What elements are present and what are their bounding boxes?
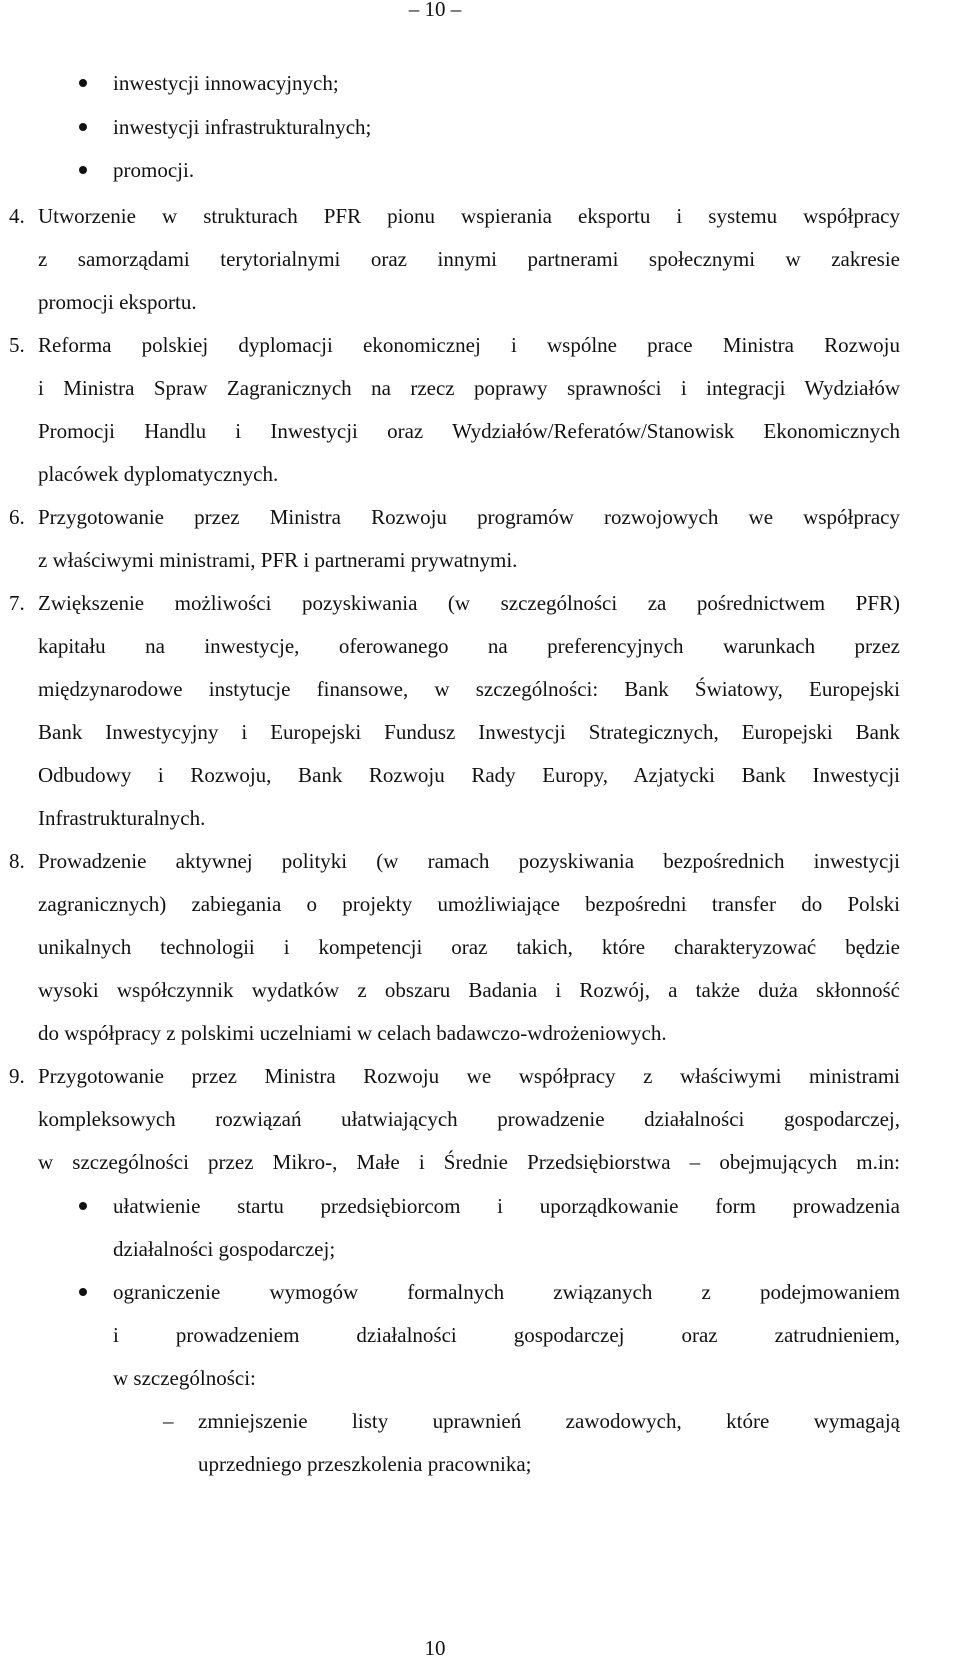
bullet-icon [79,1288,87,1296]
paragraph-line: międzynarodowe instytucje finansowe, w szczególności: Bank Światowy, Europejski [38,677,900,701]
sub-bullet-line: ułatwienie startu przedsiębiorcom i uporządkowanie form prowadzenia [113,1194,900,1218]
item-number: 7. [9,591,25,615]
bullet-icon [79,1202,87,1210]
paragraph-line: Prowadzenie aktywnej polityki (w ramach pozyskiwania bezpośrednich inwestycji [38,849,900,873]
list-item: inwestycji innowacyjnych; [113,71,339,95]
paragraph-line: Reforma polskiej dyplomacji ekonomicznej i wspólne prace Ministra Rozwoju [38,333,900,357]
dash-item-line: uprzedniego przeszkolenia pracownika; [198,1452,532,1476]
sub-bullet-line: działalności gospodarczej; [113,1237,336,1261]
paragraph-line: Promocji Handlu i Inwestycji oraz Wydziałów/Referatów/Stanowisk Ekonomicznych [38,419,900,443]
paragraph-line: Zwiększenie możliwości pozyskiwania (w szczególności za pośrednictwem PFR) [38,591,900,615]
sub-bullet-line: ograniczenie wymogów formalnych związanych z podejmowaniem [113,1280,900,1304]
dash-marker: – [163,1409,174,1433]
paragraph-line: Bank Inwestycyjny i Europejski Fundusz Inwestycji Strategicznych, Europejski Bank [38,720,900,744]
paragraph-line: z samorządami terytorialnymi oraz innymi partnerami społecznymi w zakresie [38,247,900,271]
paragraph-line: Utworzenie w strukturach PFR pionu wspierania eksportu i systemu współpracy [38,204,900,228]
page-footer-number: 10 [424,1636,446,1660]
paragraph-line: kompleksowych rozwiązań ułatwiających prowadzenie działalności gospodarczej, [38,1107,900,1131]
paragraph-line: promocji eksportu. [38,290,197,314]
paragraph-line: z właściwymi ministrami, PFR i partnerami prywatnymi. [38,548,518,572]
paragraph-line: do współpracy z polskimi uczelniami w celach badawczo-wdrożeniowych. [38,1021,667,1045]
paragraph-line: zagranicznych) zabiegania o projekty umożliwiające bezpośredni transfer do Polski [38,892,900,916]
paragraph-line: placówek dyplomatycznych. [38,462,279,486]
paragraph-line: Infrastrukturalnych. [38,806,206,830]
bullet-icon [79,123,87,131]
paragraph-line: w szczególności przez Mikro-, Małe i Średnie Przedsiębiorstwa – obejmujących m.in: [38,1150,900,1174]
paragraph-line: i Ministra Spraw Zagranicznych na rzecz poprawy sprawności i integracji Wydziałów [38,376,900,400]
paragraph-line: unikalnych technologii i kompetencji oraz takich, które charakteryzować będzie [38,935,900,959]
paragraph-line: Przygotowanie przez Ministra Rozwoju we współpracy z właściwymi ministrami [38,1064,900,1088]
item-number: 5. [9,333,25,357]
paragraph-line: wysoki współczynnik wydatków z obszaru Badania i Rozwój, a także duża skłonność [38,978,900,1002]
bullet-icon [79,79,87,87]
item-number: 4. [9,204,25,228]
paragraph-line: Przygotowanie przez Ministra Rozwoju programów rozwojowych we współpracy [38,505,900,529]
item-number: 6. [9,505,25,529]
bullet-icon [79,166,87,174]
item-number: 9. [9,1064,25,1088]
page-header-number: – 10 – [408,0,462,21]
list-item: promocji. [113,158,195,182]
list-item: inwestycji infrastrukturalnych; [113,115,372,139]
paragraph-line: Odbudowy i Rozwoju, Bank Rozwoju Rady Europy, Azjatycki Bank Inwestycji [38,763,900,787]
sub-bullet-line: i prowadzeniem działalności gospodarczej oraz zatrudnieniem, [113,1323,900,1347]
paragraph-line: kapitału na inwestycje, oferowanego na preferencyjnych warunkach przez [38,634,900,658]
dash-item-line: zmniejszenie listy uprawnień zawodowych, które wymagają [198,1409,900,1433]
item-number: 8. [9,849,25,873]
sub-bullet-line: w szczególności: [113,1366,256,1390]
